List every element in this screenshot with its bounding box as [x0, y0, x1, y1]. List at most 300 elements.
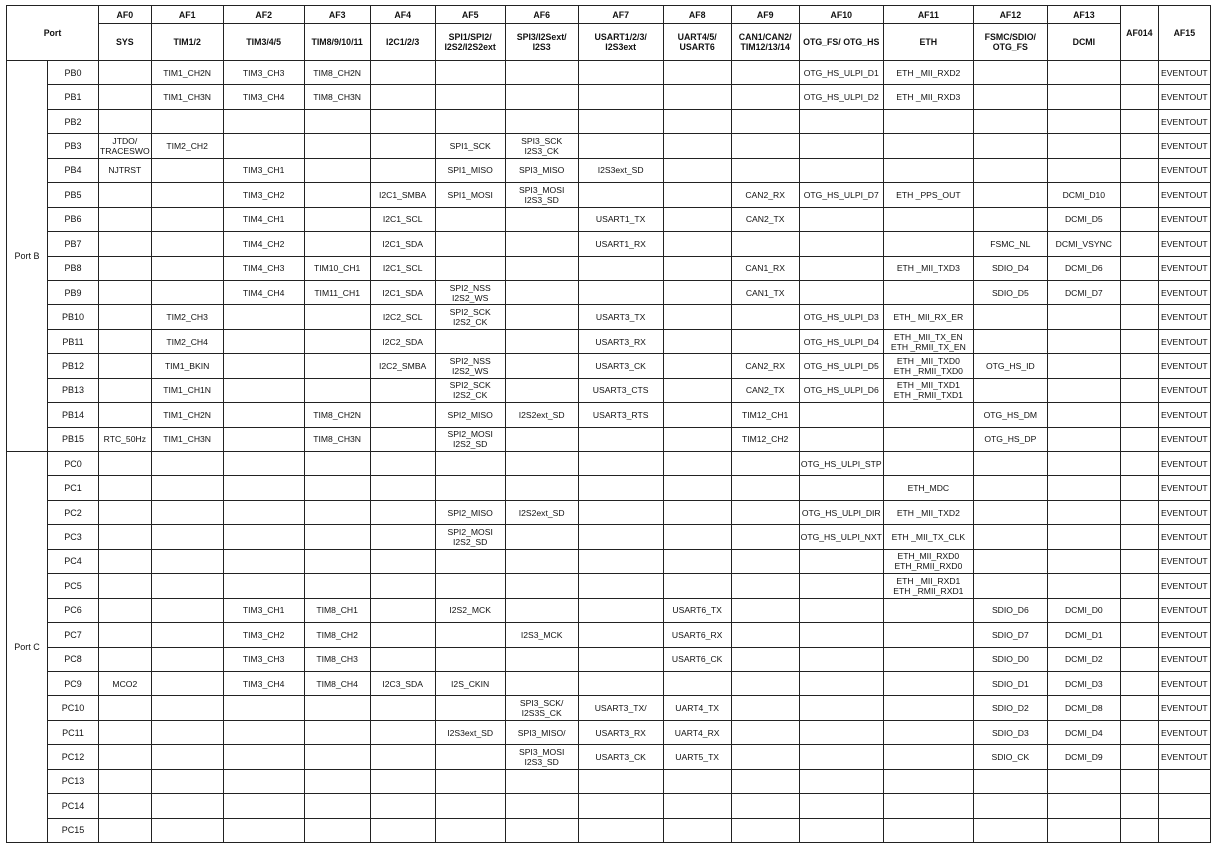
function-cell-af13: DCMI_VSYNC	[1047, 232, 1120, 256]
function-cell-af5	[435, 232, 505, 256]
function-cell-af15: EVENTOUT	[1158, 85, 1210, 109]
function-cell-af4	[370, 134, 435, 158]
function-cell-af8	[663, 525, 731, 549]
function-cell-af3	[304, 500, 370, 524]
function-cell-af7	[578, 598, 663, 622]
function-cell-af8: USART6_RX	[663, 623, 731, 647]
af2-header: AF2	[223, 6, 304, 24]
pin-name: PC9	[48, 671, 99, 695]
table-row	[7, 61, 1211, 85]
function-cell-af4	[370, 720, 435, 744]
function-cell-af13: DCMI_D3	[1047, 671, 1120, 695]
function-cell-af15: EVENTOUT	[1158, 476, 1210, 500]
function-cell-af8	[663, 818, 731, 842]
function-cell-af10: OTG_HS_ULPI_D2	[799, 85, 883, 109]
function-cell-af1	[151, 794, 223, 818]
function-cell-af0	[99, 256, 152, 280]
function-cell-af12: OTG_HS_ID	[973, 354, 1047, 378]
function-cell-af13	[1047, 85, 1120, 109]
pin-name: PB5	[48, 183, 99, 207]
function-cell-af1	[151, 623, 223, 647]
function-cell-af4	[370, 85, 435, 109]
function-cell-af2: TIM4_CH4	[223, 280, 304, 304]
function-cell-af8: USART6_TX	[663, 598, 731, 622]
function-cell-af0	[99, 525, 152, 549]
function-cell-af14	[1120, 500, 1158, 524]
function-cell-af11	[883, 720, 973, 744]
pin-name: PB10	[48, 305, 99, 329]
pin-name: PB15	[48, 427, 99, 451]
function-cell-af1	[151, 109, 223, 133]
pin-name: PB1	[48, 85, 99, 109]
function-cell-af3	[304, 696, 370, 720]
function-cell-af15: EVENTOUT	[1158, 183, 1210, 207]
function-cell-af10	[799, 256, 883, 280]
pin-name: PC14	[48, 794, 99, 818]
function-cell-af5: SPI2_NSS I2S2_WS	[435, 280, 505, 304]
function-cell-af7	[578, 61, 663, 85]
function-cell-af0	[99, 61, 152, 85]
function-cell-af7	[578, 256, 663, 280]
function-cell-af13	[1047, 403, 1120, 427]
function-cell-af14	[1120, 427, 1158, 451]
function-cell-af6	[505, 256, 578, 280]
function-cell-af13	[1047, 452, 1120, 476]
table-row	[7, 305, 1211, 329]
function-cell-af7	[578, 794, 663, 818]
function-cell-af2: TIM3_CH2	[223, 183, 304, 207]
function-cell-af14	[1120, 109, 1158, 133]
port-group-label: Port B	[7, 61, 48, 452]
pin-name: PB8	[48, 256, 99, 280]
af4-peripheral-label: I2C1/2/3	[370, 24, 435, 61]
function-cell-af2	[223, 134, 304, 158]
function-cell-af7	[578, 280, 663, 304]
function-cell-af0	[99, 476, 152, 500]
af7-header: AF7	[578, 6, 663, 24]
function-cell-af6: SPI3_SCK I2S3_CK	[505, 134, 578, 158]
header-row-peripheral	[7, 24, 1211, 61]
function-cell-af6: SPI3_MISO/	[505, 720, 578, 744]
function-cell-af13: DCMI_D6	[1047, 256, 1120, 280]
function-cell-af15: EVENTOUT	[1158, 525, 1210, 549]
function-cell-af15: EVENTOUT	[1158, 500, 1210, 524]
function-cell-af9	[731, 745, 799, 769]
function-cell-af4: I2C2_SMBA	[370, 354, 435, 378]
function-cell-af3	[304, 232, 370, 256]
function-cell-af12	[973, 207, 1047, 231]
table-row	[7, 500, 1211, 524]
function-cell-af6	[505, 525, 578, 549]
function-cell-af0	[99, 769, 152, 793]
function-cell-af14	[1120, 476, 1158, 500]
table-row	[7, 280, 1211, 304]
function-cell-af9: CAN2_TX	[731, 207, 799, 231]
function-cell-af7	[578, 525, 663, 549]
function-cell-af13	[1047, 818, 1120, 842]
function-cell-af6	[505, 61, 578, 85]
function-cell-af10	[799, 720, 883, 744]
function-cell-af4	[370, 427, 435, 451]
function-cell-af5: I2S3ext_SD	[435, 720, 505, 744]
function-cell-af3	[304, 574, 370, 598]
function-cell-af8	[663, 85, 731, 109]
function-cell-af8	[663, 476, 731, 500]
function-cell-af2: TIM3_CH3	[223, 647, 304, 671]
function-cell-af5: SPI2_MOSI I2S2_SD	[435, 427, 505, 451]
function-cell-af15: EVENTOUT	[1158, 256, 1210, 280]
af3-header: AF3	[304, 6, 370, 24]
function-cell-af0	[99, 378, 152, 402]
function-cell-af15: EVENTOUT	[1158, 207, 1210, 231]
function-cell-af8	[663, 354, 731, 378]
af9-header: AF9	[731, 6, 799, 24]
function-cell-af10	[799, 745, 883, 769]
function-cell-af11	[883, 109, 973, 133]
function-cell-af0	[99, 85, 152, 109]
function-cell-af7: USART1_TX	[578, 207, 663, 231]
function-cell-af8	[663, 794, 731, 818]
function-cell-af7: USART3_TX/	[578, 696, 663, 720]
function-cell-af9	[731, 476, 799, 500]
function-cell-af11: ETH _MII_RXD2	[883, 61, 973, 85]
function-cell-af3: TIM8_CH2N	[304, 61, 370, 85]
function-cell-af5	[435, 85, 505, 109]
function-cell-af10	[799, 671, 883, 695]
function-cell-af12: OTG_HS_DP	[973, 427, 1047, 451]
function-cell-af13	[1047, 134, 1120, 158]
function-cell-af12	[973, 85, 1047, 109]
function-cell-af4: I2C3_SDA	[370, 671, 435, 695]
function-cell-af11	[883, 158, 973, 182]
function-cell-af12: OTG_HS_DM	[973, 403, 1047, 427]
function-cell-af9	[731, 671, 799, 695]
function-cell-af10	[799, 109, 883, 133]
function-cell-af2: TIM4_CH2	[223, 232, 304, 256]
function-cell-af0	[99, 598, 152, 622]
function-cell-af2	[223, 769, 304, 793]
function-cell-af13	[1047, 549, 1120, 573]
function-cell-af3: TIM8_CH3N	[304, 427, 370, 451]
function-cell-af2: TIM3_CH2	[223, 623, 304, 647]
function-cell-af11: ETH _MII_TXD1 ETH _RMII_TXD1	[883, 378, 973, 402]
function-cell-af10	[799, 818, 883, 842]
function-cell-af13	[1047, 769, 1120, 793]
function-cell-af2	[223, 745, 304, 769]
function-cell-af8	[663, 403, 731, 427]
function-cell-af15: EVENTOUT	[1158, 280, 1210, 304]
function-cell-af5: I2S2_MCK	[435, 598, 505, 622]
function-cell-af2	[223, 354, 304, 378]
table-row	[7, 158, 1211, 182]
function-cell-af1	[151, 476, 223, 500]
function-cell-af2: TIM4_CH1	[223, 207, 304, 231]
function-cell-af7: USART3_RX	[578, 720, 663, 744]
function-cell-af1	[151, 549, 223, 573]
function-cell-af1	[151, 232, 223, 256]
function-cell-af11: ETH _MII_RXD3	[883, 85, 973, 109]
function-cell-af8	[663, 427, 731, 451]
function-cell-af7	[578, 769, 663, 793]
function-cell-af12	[973, 305, 1047, 329]
function-cell-af1: TIM1_BKIN	[151, 354, 223, 378]
function-cell-af4: I2C1_SCL	[370, 207, 435, 231]
function-cell-af4: I2C1_SCL	[370, 256, 435, 280]
function-cell-af4	[370, 794, 435, 818]
function-cell-af0	[99, 183, 152, 207]
function-cell-af0	[99, 623, 152, 647]
function-cell-af15	[1158, 794, 1210, 818]
function-cell-af4	[370, 696, 435, 720]
function-cell-af3	[304, 183, 370, 207]
function-cell-af13: DCMI_D0	[1047, 598, 1120, 622]
function-cell-af5	[435, 647, 505, 671]
function-cell-af7: USART3_CK	[578, 354, 663, 378]
function-cell-af11: ETH _MII_RXD1 ETH _RMII_RXD1	[883, 574, 973, 598]
function-cell-af13	[1047, 354, 1120, 378]
af2-peripheral-label: TIM3/4/5	[223, 24, 304, 61]
table-row	[7, 354, 1211, 378]
af0-header: AF0	[99, 6, 152, 24]
function-cell-af6	[505, 280, 578, 304]
function-cell-af5	[435, 476, 505, 500]
pin-name: PB14	[48, 403, 99, 427]
function-cell-af14	[1120, 598, 1158, 622]
function-cell-af15: EVENTOUT	[1158, 720, 1210, 744]
function-cell-af13	[1047, 476, 1120, 500]
function-cell-af9	[731, 647, 799, 671]
function-cell-af8	[663, 329, 731, 353]
function-cell-af7	[578, 623, 663, 647]
function-cell-af15: EVENTOUT	[1158, 574, 1210, 598]
function-cell-af8	[663, 280, 731, 304]
pin-name: PC15	[48, 818, 99, 842]
function-cell-af13	[1047, 794, 1120, 818]
function-cell-af11: ETH_MDC	[883, 476, 973, 500]
function-cell-af8: UART5_TX	[663, 745, 731, 769]
function-cell-af5	[435, 109, 505, 133]
function-cell-af4	[370, 598, 435, 622]
function-cell-af10	[799, 207, 883, 231]
function-cell-af9: CAN2_TX	[731, 378, 799, 402]
function-cell-af11	[883, 696, 973, 720]
function-cell-af9: TIM12_CH1	[731, 403, 799, 427]
table-row	[7, 85, 1211, 109]
function-cell-af11	[883, 427, 973, 451]
function-cell-af0	[99, 305, 152, 329]
function-cell-af2: TIM4_CH3	[223, 256, 304, 280]
function-cell-af9	[731, 109, 799, 133]
function-cell-af5: SPI2_MISO	[435, 500, 505, 524]
function-cell-af0	[99, 280, 152, 304]
function-cell-af12	[973, 109, 1047, 133]
function-cell-af7	[578, 427, 663, 451]
function-cell-af14	[1120, 696, 1158, 720]
function-cell-af12	[973, 525, 1047, 549]
function-cell-af11	[883, 207, 973, 231]
function-cell-af10: OTG_HS_ULPI_D4	[799, 329, 883, 353]
function-cell-af5: I2S_CKIN	[435, 671, 505, 695]
function-cell-af3: TIM8_CH3	[304, 647, 370, 671]
af6-peripheral-label: SPI3/I2Sext/ I2S3	[505, 24, 578, 61]
function-cell-af2	[223, 818, 304, 842]
function-cell-af12: SDIO_D3	[973, 720, 1047, 744]
function-cell-af12: FSMC_NL	[973, 232, 1047, 256]
function-cell-af6	[505, 232, 578, 256]
function-cell-af9	[731, 500, 799, 524]
function-cell-af2	[223, 427, 304, 451]
function-cell-af11	[883, 647, 973, 671]
function-cell-af3: TIM8_CH1	[304, 598, 370, 622]
function-cell-af5	[435, 61, 505, 85]
function-cell-af14	[1120, 403, 1158, 427]
function-cell-af11	[883, 134, 973, 158]
af5-peripheral-label: SPI1/SPI2/ I2S2/I2S2ext	[435, 24, 505, 61]
function-cell-af12	[973, 476, 1047, 500]
function-cell-af13	[1047, 574, 1120, 598]
function-cell-af10	[799, 280, 883, 304]
function-cell-af7: USART3_CTS	[578, 378, 663, 402]
function-cell-af14	[1120, 574, 1158, 598]
function-cell-af11: ETH _MII_TXD2	[883, 500, 973, 524]
table-row	[7, 549, 1211, 573]
function-cell-af10: OTG_HS_ULPI_D3	[799, 305, 883, 329]
function-cell-af7: USART3_CK	[578, 745, 663, 769]
function-cell-af0	[99, 720, 152, 744]
function-cell-af7	[578, 183, 663, 207]
function-cell-af10: OTG_HS_ULPI_D6	[799, 378, 883, 402]
function-cell-af7: USART3_RTS	[578, 403, 663, 427]
function-cell-af14	[1120, 623, 1158, 647]
table-row	[7, 256, 1211, 280]
function-cell-af4	[370, 403, 435, 427]
function-cell-af5	[435, 452, 505, 476]
function-cell-af6	[505, 109, 578, 133]
table-row	[7, 232, 1211, 256]
function-cell-af2	[223, 378, 304, 402]
function-cell-af13	[1047, 158, 1120, 182]
pin-name: PC3	[48, 525, 99, 549]
function-cell-af15: EVENTOUT	[1158, 745, 1210, 769]
function-cell-af6	[505, 305, 578, 329]
function-cell-af3	[304, 158, 370, 182]
function-cell-af12: SDIO_D7	[973, 623, 1047, 647]
function-cell-af8	[663, 378, 731, 402]
function-cell-af4: I2C2_SCL	[370, 305, 435, 329]
function-cell-af2: TIM3_CH1	[223, 158, 304, 182]
pin-name: PB13	[48, 378, 99, 402]
function-cell-af15: EVENTOUT	[1158, 354, 1210, 378]
function-cell-af12	[973, 183, 1047, 207]
function-cell-af7: USART3_RX	[578, 329, 663, 353]
function-cell-af12	[973, 574, 1047, 598]
af13-header: AF13	[1047, 6, 1120, 24]
function-cell-af7: USART3_TX	[578, 305, 663, 329]
function-cell-af14	[1120, 452, 1158, 476]
function-cell-af0	[99, 232, 152, 256]
function-cell-af9	[731, 794, 799, 818]
function-cell-af9: CAN1_RX	[731, 256, 799, 280]
function-cell-af10	[799, 427, 883, 451]
function-cell-af13: DCMI_D8	[1047, 696, 1120, 720]
af11-header: AF11	[883, 6, 973, 24]
function-cell-af3	[304, 378, 370, 402]
function-cell-af5: SPI2_MOSI I2S2_SD	[435, 525, 505, 549]
function-cell-af12	[973, 818, 1047, 842]
function-cell-af3	[304, 354, 370, 378]
function-cell-af0: JTDO/ TRACESWO	[99, 134, 152, 158]
af6-header: AF6	[505, 6, 578, 24]
function-cell-af13	[1047, 61, 1120, 85]
function-cell-af6	[505, 818, 578, 842]
function-cell-af3	[304, 525, 370, 549]
function-cell-af6	[505, 647, 578, 671]
pin-name: PC10	[48, 696, 99, 720]
function-cell-af7	[578, 85, 663, 109]
function-cell-af0	[99, 452, 152, 476]
function-cell-af6: I2S3_MCK	[505, 623, 578, 647]
function-cell-af15	[1158, 769, 1210, 793]
function-cell-af10	[799, 598, 883, 622]
function-cell-af0	[99, 574, 152, 598]
function-cell-af12: SDIO_D4	[973, 256, 1047, 280]
function-cell-af5: SPI1_MISO	[435, 158, 505, 182]
pin-name: PB9	[48, 280, 99, 304]
function-cell-af2	[223, 305, 304, 329]
function-cell-af4: I2C1_SDA	[370, 232, 435, 256]
function-cell-af4	[370, 61, 435, 85]
function-cell-af3	[304, 745, 370, 769]
function-cell-af15: EVENTOUT	[1158, 305, 1210, 329]
function-cell-af15	[1158, 818, 1210, 842]
function-cell-af10	[799, 549, 883, 573]
function-cell-af15: EVENTOUT	[1158, 452, 1210, 476]
af10-header: AF10	[799, 6, 883, 24]
function-cell-af1: TIM2_CH2	[151, 134, 223, 158]
function-cell-af13	[1047, 525, 1120, 549]
function-cell-af5: SPI1_SCK	[435, 134, 505, 158]
function-cell-af12	[973, 794, 1047, 818]
function-cell-af3	[304, 207, 370, 231]
table-row	[7, 378, 1211, 402]
function-cell-af5	[435, 696, 505, 720]
function-cell-af12	[973, 158, 1047, 182]
function-cell-af3	[304, 329, 370, 353]
function-cell-af4	[370, 525, 435, 549]
function-cell-af10	[799, 134, 883, 158]
function-cell-af4: I2C2_SDA	[370, 329, 435, 353]
function-cell-af7	[578, 647, 663, 671]
function-cell-af14	[1120, 671, 1158, 695]
function-cell-af3	[304, 476, 370, 500]
function-cell-af0	[99, 207, 152, 231]
function-cell-af15: EVENTOUT	[1158, 598, 1210, 622]
pin-name: PC7	[48, 623, 99, 647]
function-cell-af1	[151, 452, 223, 476]
function-cell-af0	[99, 818, 152, 842]
function-cell-af11: ETH _MII_TXD3	[883, 256, 973, 280]
function-cell-af1	[151, 818, 223, 842]
function-cell-af14	[1120, 647, 1158, 671]
function-cell-af11	[883, 598, 973, 622]
function-cell-af0	[99, 745, 152, 769]
function-cell-af1: TIM1_CH3N	[151, 427, 223, 451]
function-cell-af6: SPI3_MISO	[505, 158, 578, 182]
function-cell-af10	[799, 623, 883, 647]
function-cell-af1: TIM2_CH4	[151, 329, 223, 353]
alternate-function-table	[6, 5, 1211, 843]
function-cell-af9	[731, 134, 799, 158]
